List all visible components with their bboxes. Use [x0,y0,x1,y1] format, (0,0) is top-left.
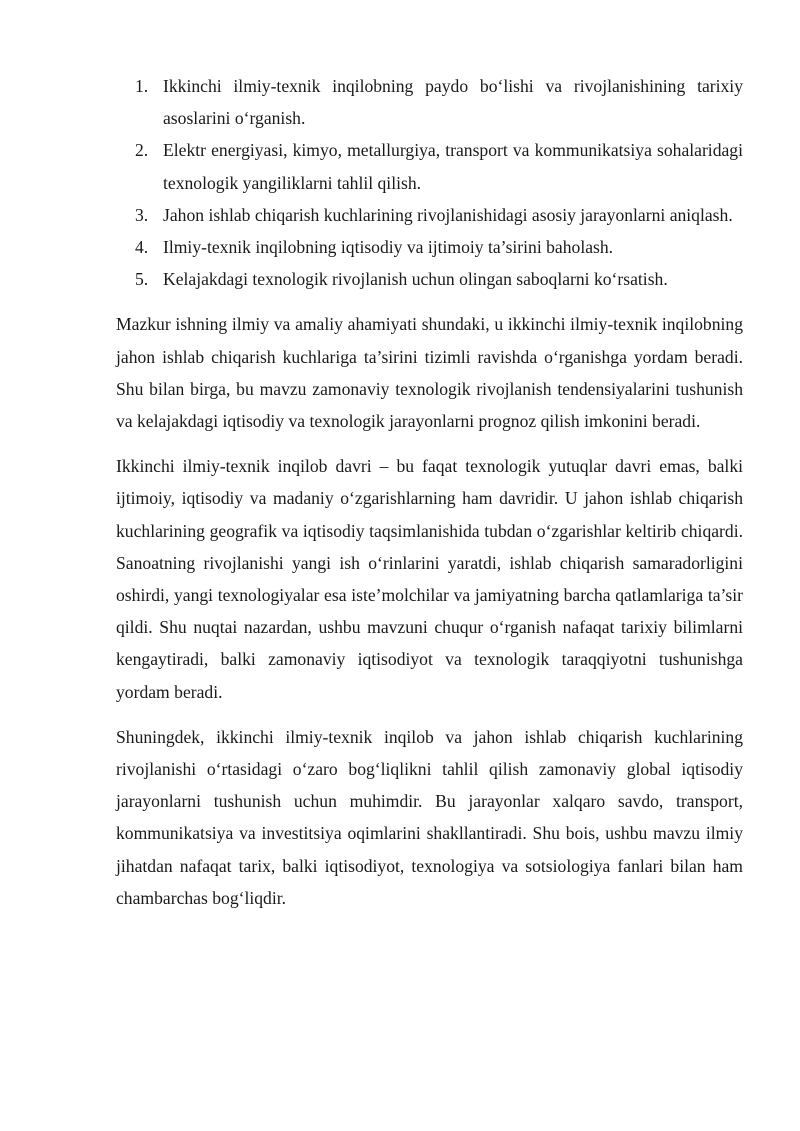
list-item-number: 1. [135,76,149,96]
list-item-number: 5. [135,269,149,290]
list-item-text: Kelajakdagi texnologik rivojlanish uchun olingan saboqlarni ko‘rsatish. [163,269,668,290]
list-item [116,263,743,295]
list-item-text: Jahon ishlab chiqarish kuchlarining rivojlanishidagi asosiy jarayonlarni aniqlash. [163,204,733,225]
list-item-text: Ilmiy-texnik inqilobning iqtisodiy va ijtimoiy ta’sirini baholash. [163,237,614,258]
tasks-list [116,70,743,295]
list-item [116,134,743,198]
list-item-number: 3. [135,204,149,225]
list-item-number: 2. [135,140,149,161]
paragraph-revolution-era: Ikkinchi ilmiy-texnik inqilob davri – bu faqat texnologik yutuqlar davri emas, balki ijtimoiy, iqtisodiy va madaniy o‘zgarishlarning ham davridir. U jahon ishlab chiqarish kuchlarining geografik va iqtisodiy taqsimlanishida tubdan o‘zgarishlar keltirib chiqardi. Sanoatning rivojlanishi yangi ish o‘rinlarini yaratdi, ishlab chiqarish samaradorligini oshirdi, yangi texnologiyalar esa iste’molchilar va jamiyatning barcha qatlamlariga ta’sir qildi. Shu nuqtai nazardan, ushbu mavzuni chuqur o‘rganish nafaqat tarixiy bilimlarni kengaytiradi, balki zamonaviy iqtisodiyot va texnologik taraqqiyotni tushunishga yordam beradi. [116,456,743,702]
paragraph-significance: Mazkur ishning ilmiy va amaliy ahamiyati shundaki, u ikkinchi ilmiy-texnik inqilobning jahon ishlab chiqarish kuchlariga ta’sirini tizimli ravishda o‘rganishga yordam beradi. Shu bilan birga, bu mavzu zamonaviy texnologik rivojlanish tendensiyalarini tushunish va kelajakdagi iqtisodiy va texnologik jarayonlarni prognoz qilish imkonini beradi. [116,314,743,432]
list-item [116,199,743,231]
list-item [116,70,743,134]
document-body [116,70,743,914]
paragraph-interrelation: Shuningdek, ikkinchi ilmiy-texnik inqilob va jahon ishlab chiqarish kuchlarining rivojlanishi o‘rtasidagi o‘zaro bog‘liqlikni tahlil qilish zamonaviy global iqtisodiy jarayonlarni tushunish uchun muhimdir. Bu jarayonlar xalqaro savdo, transport, kommunikatsiya va investitsiya oqimlarini shakllantiradi. Shu bois, ushbu mavzu ilmiy jihatdan nafaqat tarix, balki iqtisodiyot, texnologiya va sotsiologiya fanlari bilan ham chambarchas bog‘liqdir. [116,726,743,908]
list-item-text: Ikkinchi ilmiy-texnik inqilobning paydo bo‘lishi va rivojlanishining tarixiy asoslarini o‘rganish. [163,76,743,129]
list-item [116,231,743,263]
list-item-text: Elektr energiyasi, kimyo, metallurgiya, transport va kommunikatsiya sohalaridagi texnologik yangiliklarni tahlil qilish. [163,140,743,193]
list-item-number: 4. [135,237,149,258]
